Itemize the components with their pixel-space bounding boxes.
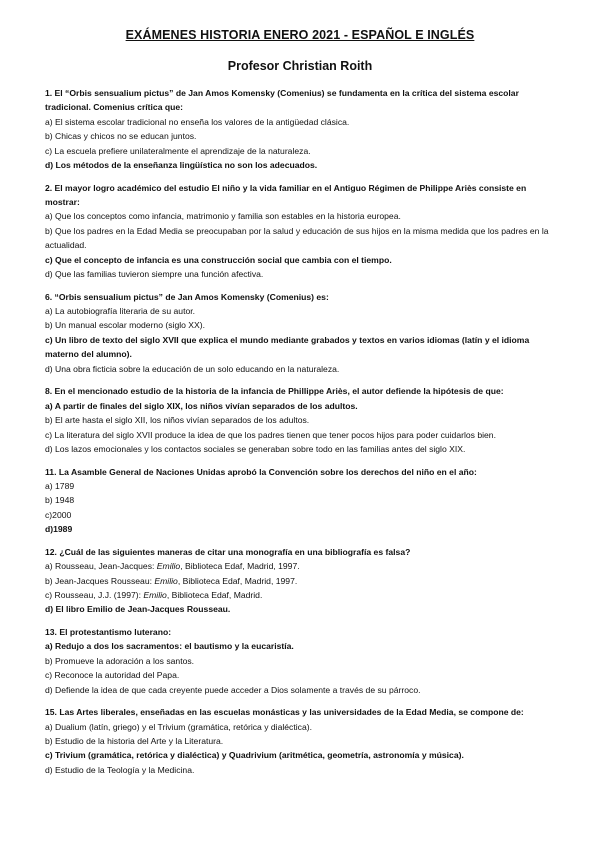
option-a: a) 1789 — [45, 480, 75, 491]
option-b: b) Jean-Jacques Rousseau: Emilio, Biblioteca Edaf, Madrid, 1997. — [45, 575, 298, 586]
option-b: b) 1948 — [45, 495, 75, 506]
option-d: d) Los lazos emocionales y los contactos sociales se generaban sobre todo en las familias antes del siglo XIX. — [45, 443, 466, 454]
option-a: a) Que los conceptos como infancia, matrimonio y familia son estables en la historia europea. — [45, 211, 401, 222]
question-text: 6. “Orbis sensualium pictus” de Jan Amos Komensky (Comenius) es: — [45, 291, 329, 302]
option-c: c) Rousseau, J.J. (1997): Emilio, Biblioteca Edaf, Madrid. — [45, 589, 263, 600]
question-text: 15. Las Artes liberales, enseñadas en las escuelas monásticas y las universidades de la Edad Media, se compone de: — [45, 707, 524, 718]
question-1 — [45, 86, 555, 172]
option-a: a) El sistema escolar tradicional no enseña los valores de la antigüedad clásica. — [45, 116, 350, 127]
option-d-correct: d)1989 — [45, 524, 73, 535]
question-2 — [45, 181, 555, 282]
page-subtitle: Profesor Christian Roith — [227, 59, 373, 73]
option-b: b) Que los padres en la Edad Media se preocupaban por la salud y educación de sus hijos en la misma medida que los padres en la actualidad. — [45, 225, 549, 251]
question-text: 1. El “Orbis sensualium pictus” de Jan Amos Komensky (Comenius) se fundamenta en la crítica del sistema escolar tradicional. Comenius crítica que: — [45, 88, 519, 113]
option-b: b) Un manual escolar moderno (siglo XX). — [45, 320, 206, 331]
option-c-correct: c) Que el concepto de infancia es una construcción social que cambia con el tiempo. — [45, 254, 392, 265]
question-8 — [45, 384, 555, 456]
question-12 — [45, 545, 555, 617]
option-b: b) Promueve la adoración a los santos. — [45, 655, 195, 666]
option-c: c)2000 — [45, 509, 72, 520]
question-text: 2. El mayor logro académico del estudio El niño y la vida familiar en el Antiguo Régimen de Philippe Ariès consiste en mostrar: — [45, 182, 527, 208]
option-b: b) Estudio de la historia del Arte y la Literatura. — [45, 735, 224, 746]
option-d-correct: d) El libro Emilio de Jean-Jacques Rousseau. — [45, 604, 231, 615]
option-c: c) La literatura del siglo XVII produce la idea de que los padres tienen que tener pocos hijos para poder cuidarlos bien. — [45, 429, 496, 440]
option-d: d) Estudio de la Teología y la Medicina. — [45, 764, 195, 775]
question-text: 8. En el mencionado estudio de la historia de la infancia de Phillippe Ariès, el autor defiende la hipótesis de que: — [45, 386, 504, 397]
option-a: a) La autobiografía literaria de su autor. — [45, 306, 196, 317]
option-c: c) La escuela prefiere unilateralmente el aprendizaje de la naturaleza. — [45, 145, 311, 156]
question-text: 13. El protestantismo luterano: — [45, 626, 172, 637]
question-15 — [45, 705, 555, 777]
question-6 — [45, 290, 555, 376]
question-11 — [45, 465, 555, 537]
option-a-correct: a) Redujo a dos los sacramentos: el bautismo y la eucaristía. — [45, 641, 294, 652]
option-b: b) Chicas y chicos no se educan juntos. — [45, 131, 197, 142]
page-title: EXÁMENES HISTORIA ENERO 2021 - ESPAÑOL E INGLÉS — [125, 28, 475, 42]
option-d: d) Una obra ficticia sobre la educación de un solo educando en la naturaleza. — [45, 363, 340, 374]
option-a: a) Rousseau, Jean-Jacques: Emilio, Biblioteca Edaf, Madrid, 1997. — [45, 561, 300, 572]
option-d: d) Defiende la idea de que cada creyente puede acceder a Dios solamente a través de su párroco. — [45, 684, 421, 695]
option-c: c) Reconoce la autoridad del Papa. — [45, 670, 180, 681]
option-d: d) Que las familias tuvieron siempre una función afectiva. — [45, 269, 264, 280]
question-text: 12. ¿Cuál de las siguientes maneras de citar una monografía en una bibliografía es falsa? — [45, 546, 411, 557]
question-text: 11. La Asamble General de Naciones Unidas aprobó la Convención sobre los derechos del niño en el año: — [45, 466, 477, 477]
option-c-correct: c) Un libro de texto del siglo XVII que explica el mundo mediante grabados y textos en varios idiomas (latín y el idioma materno del alumno). — [45, 334, 530, 360]
option-a: a) Dualium (latín, griego) y el Trivium (gramática, retórica y dialéctica). — [45, 721, 312, 732]
option-a-correct: a) A partir de finales del siglo XIX, los niños vivían separados de los adultos. — [45, 400, 358, 411]
question-13 — [45, 625, 555, 697]
option-b: b) El arte hasta el siglo XII, los niños vivían separados de los adultos. — [45, 415, 310, 426]
option-d-correct: d) Los métodos de la enseñanza lingüística no son los adecuados. — [45, 160, 318, 171]
questions-list — [45, 86, 555, 785]
option-c-correct: c) Trivium (gramática, retórica y dialéctica) y Quadrivium (aritmética, geometría, astronomía y música). — [45, 750, 464, 761]
